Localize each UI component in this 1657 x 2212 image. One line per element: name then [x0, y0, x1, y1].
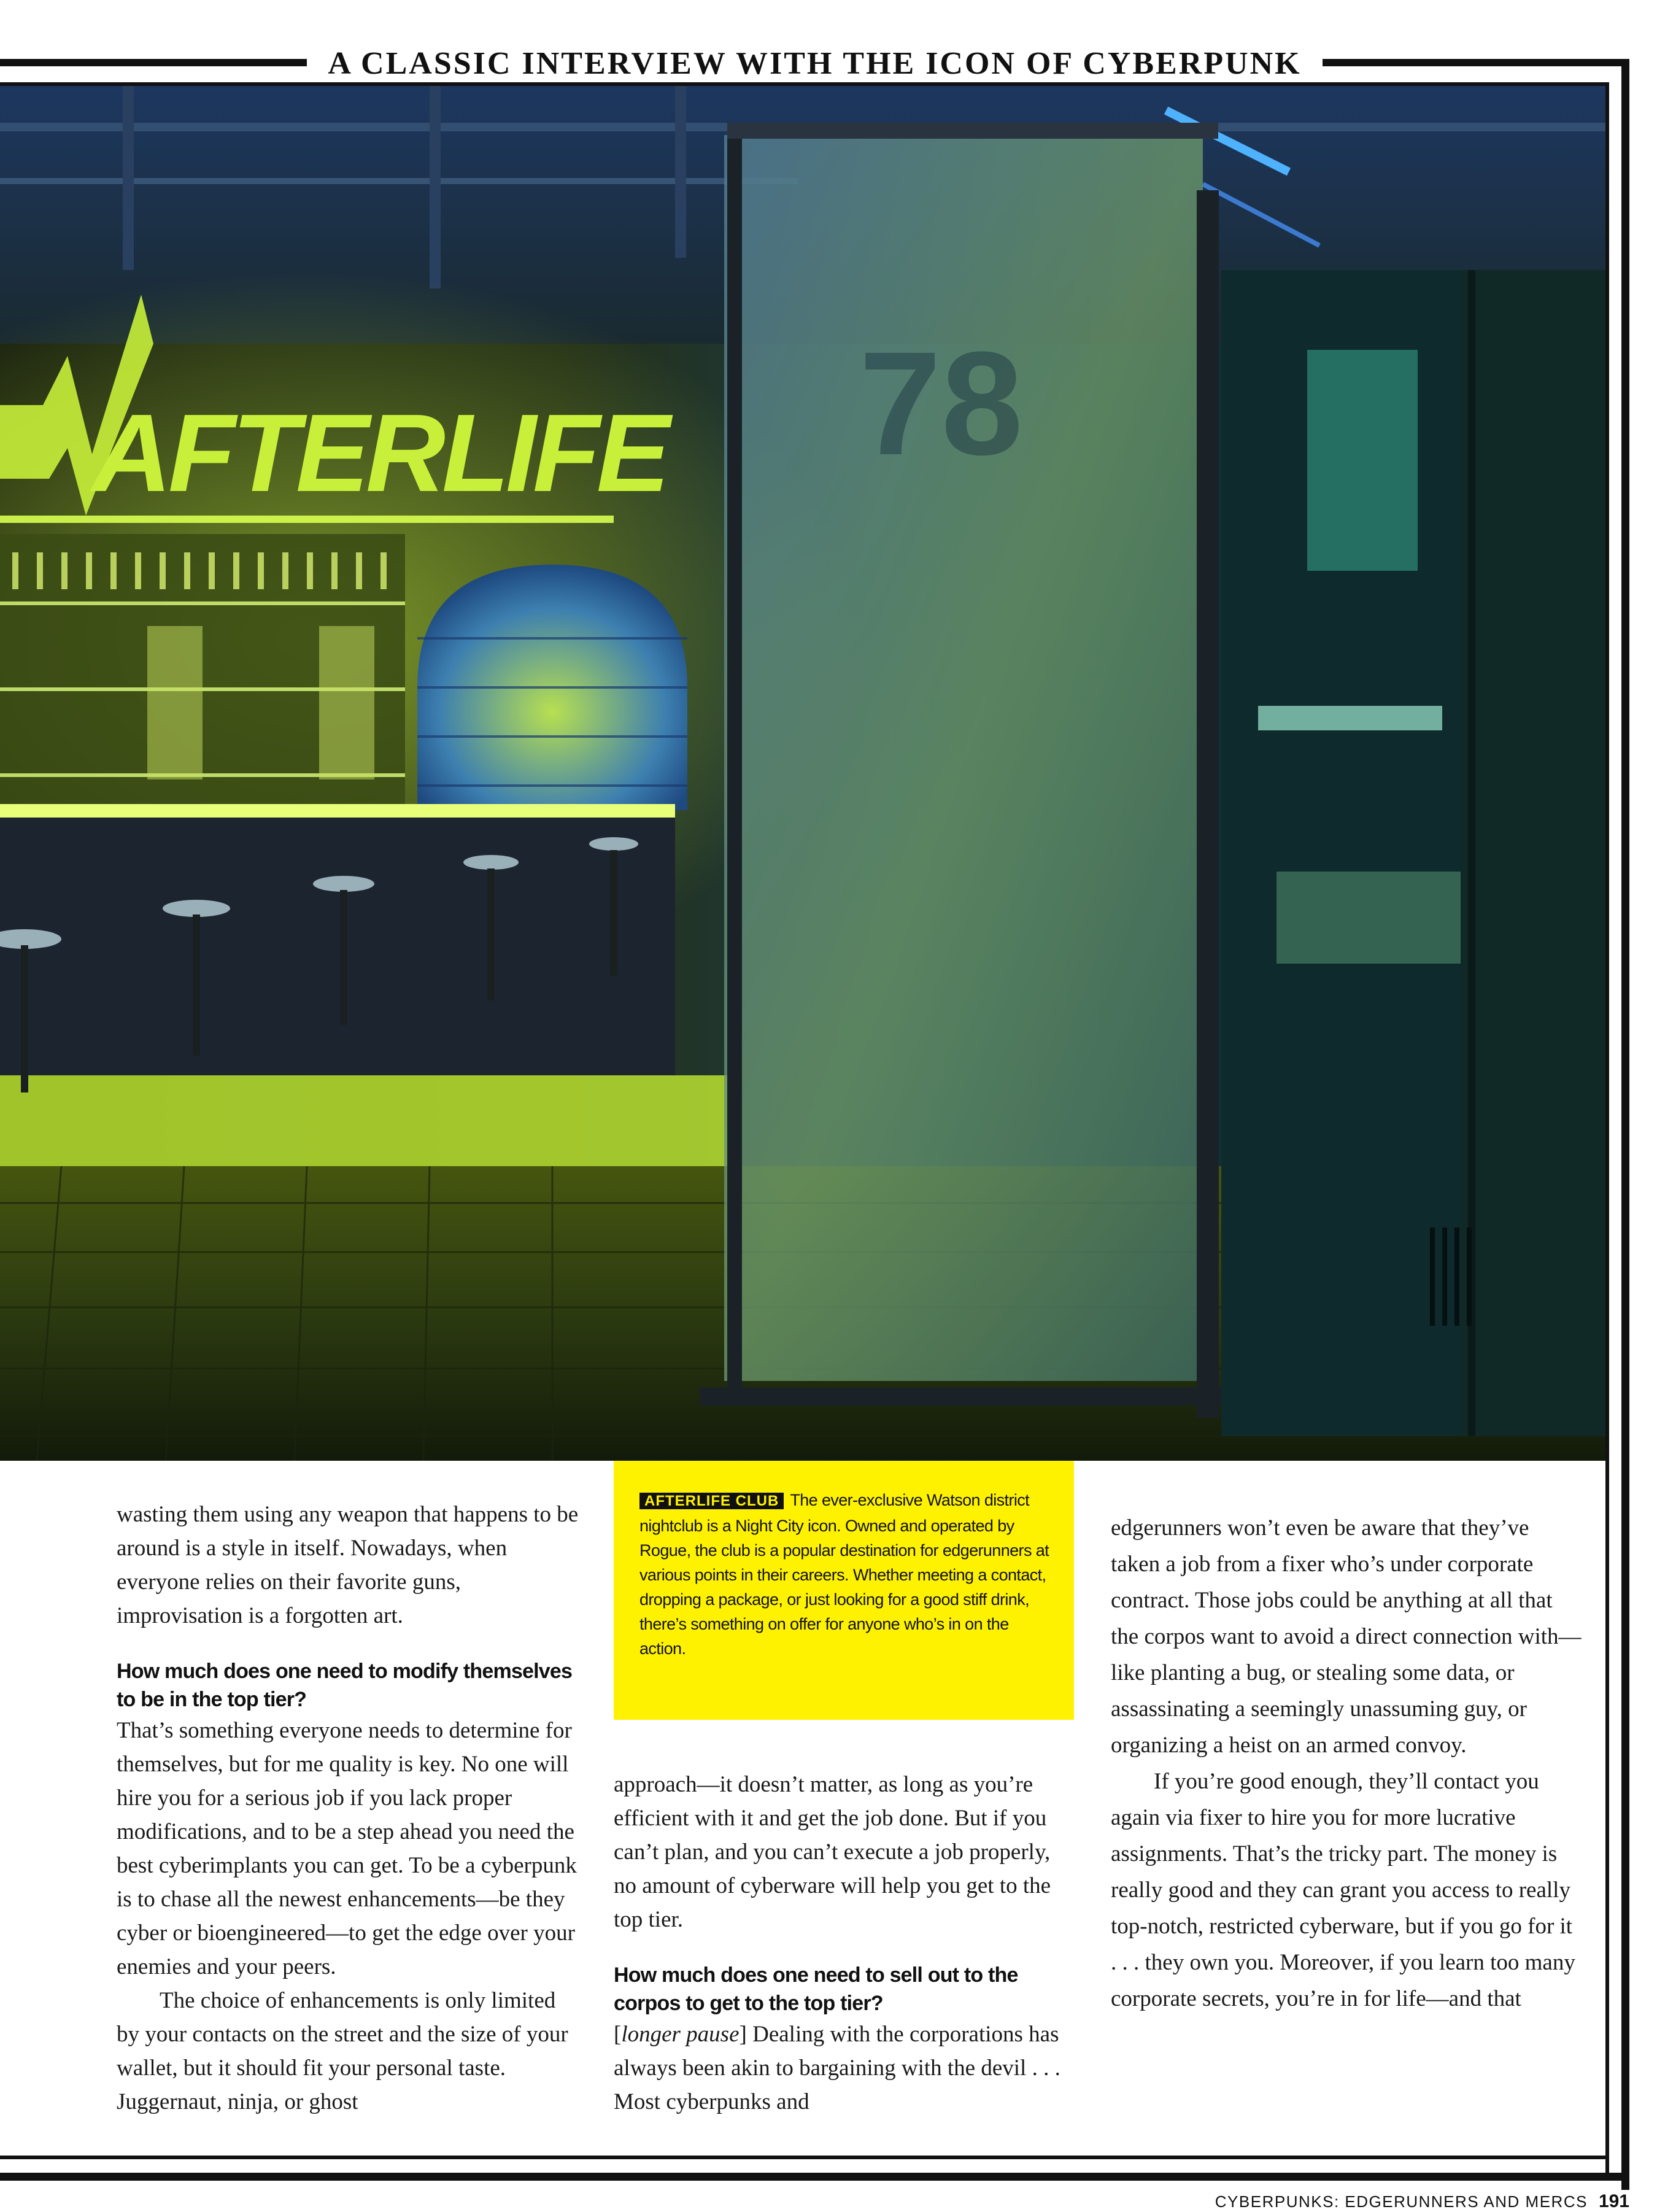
afterlife-bar-scene — [0, 86, 1605, 1461]
afterlife-illustration — [0, 86, 1605, 1461]
page-title: A CLASSIC INTERVIEW WITH THE ICON OF CYBERPUNK — [307, 44, 1322, 83]
column-3 — [1111, 1510, 1583, 2017]
sidebar-body: The ever-exclusive Watson district nightclub is a Night City icon. Owned and operated by Rogue, the club is a popular destination for edgerunners at various points in their careers. Whether meeting a contact, dropping a package, or just looking for a good stiff drink, there’s something on offer for anyone who’s in on the action. — [639, 1491, 1049, 1658]
paragraph: approach—it doesn’t matter, as long as you’re efficient with it and get the job done. But if you can’t plan, and you can’t execute a job properly, no amount of cyberware will help you get to the top tier. — [614, 1772, 1051, 1932]
column-1 — [117, 1498, 583, 2119]
paragraph: edgerunners won’t even be aware that they’ve taken a job from a fixer who’s under corporate contract. Those jobs could be anything at all that the corpos want to avoid a direct connection with—like planting a bug, or stealing some data, or assassinating a seemingly unassuming guy, or organizing a heist on an armed convoy. — [1111, 1515, 1582, 1758]
frame-right-rule — [1621, 66, 1629, 2190]
paragraph: If you’re good enough, they’ll contact you again via fixer to hire you for more lucrative assignments. That’s the tricky part. The money is really good and they can grant you access to really top-notch, restricted cyberware, but if you go for it . . . they own you. Moreover, if you learn too many corporate secrets, you’re in for life—and that — [1111, 1769, 1575, 2011]
paragraph-text: Dealing with the corporations has always been akin to bargaining with the devil . . . Most cyberpunks and — [614, 2022, 1060, 2114]
sidebar-text — [639, 1488, 1057, 1661]
header — [0, 44, 1629, 83]
paragraph: wasting them using any weapon that happens to be around is a style in itself. Nowadays, when everyone relies on their favorite guns, improvisation is a forgotten art. — [117, 1502, 579, 1628]
paragraph: That’s something everyone needs to determine for themselves, but for me quality is key. No one will hire you for a serious job if you lack proper modifications, and to be a step ahead you need the best cyberimplants you can get. To be a cyberpunk is to chase all the newest enhancements—be they cyber or bioengineered—to get the edge over your enemies and your peers. — [117, 1718, 577, 1979]
sidebar-tag: AFTERLIFE CLUB — [639, 1493, 784, 1509]
frame-inner-right-rule — [1605, 86, 1609, 2180]
door-number: 78 — [859, 321, 1023, 485]
stage-direction: longer pause — [621, 2022, 740, 2047]
book-title: CYBERPUNKS: EDGERUNNERS AND MERCS — [1215, 2192, 1588, 2211]
column-2 — [614, 1768, 1077, 2119]
paragraph: [longer pause] Dealing with the corporations has always been akin to bargaining with the devil . . . Most cyberpunks and — [614, 2022, 1060, 2114]
page-footer — [1215, 2191, 1629, 2212]
question-heading: How much does one need to modify themselves to be in the top tier? — [117, 1660, 573, 1711]
paragraph: The choice of enhancements is only limited by your contacts on the street and the size of your wallet, but it should fit your personal taste. Juggernaut, ninja, or ghost — [117, 1988, 568, 2114]
frame-inner-bottom-rule — [0, 2156, 1609, 2159]
afterlife-sign: AFTERLIFE — [92, 392, 666, 515]
question-heading: How much does one need to sell out to the corpos to get to the top tier? — [614, 1963, 1018, 2015]
afterlife-club-sidebar — [614, 1461, 1074, 1720]
page-number: 191 — [1598, 2191, 1629, 2211]
frame-bottom-rule — [0, 2173, 1629, 2181]
